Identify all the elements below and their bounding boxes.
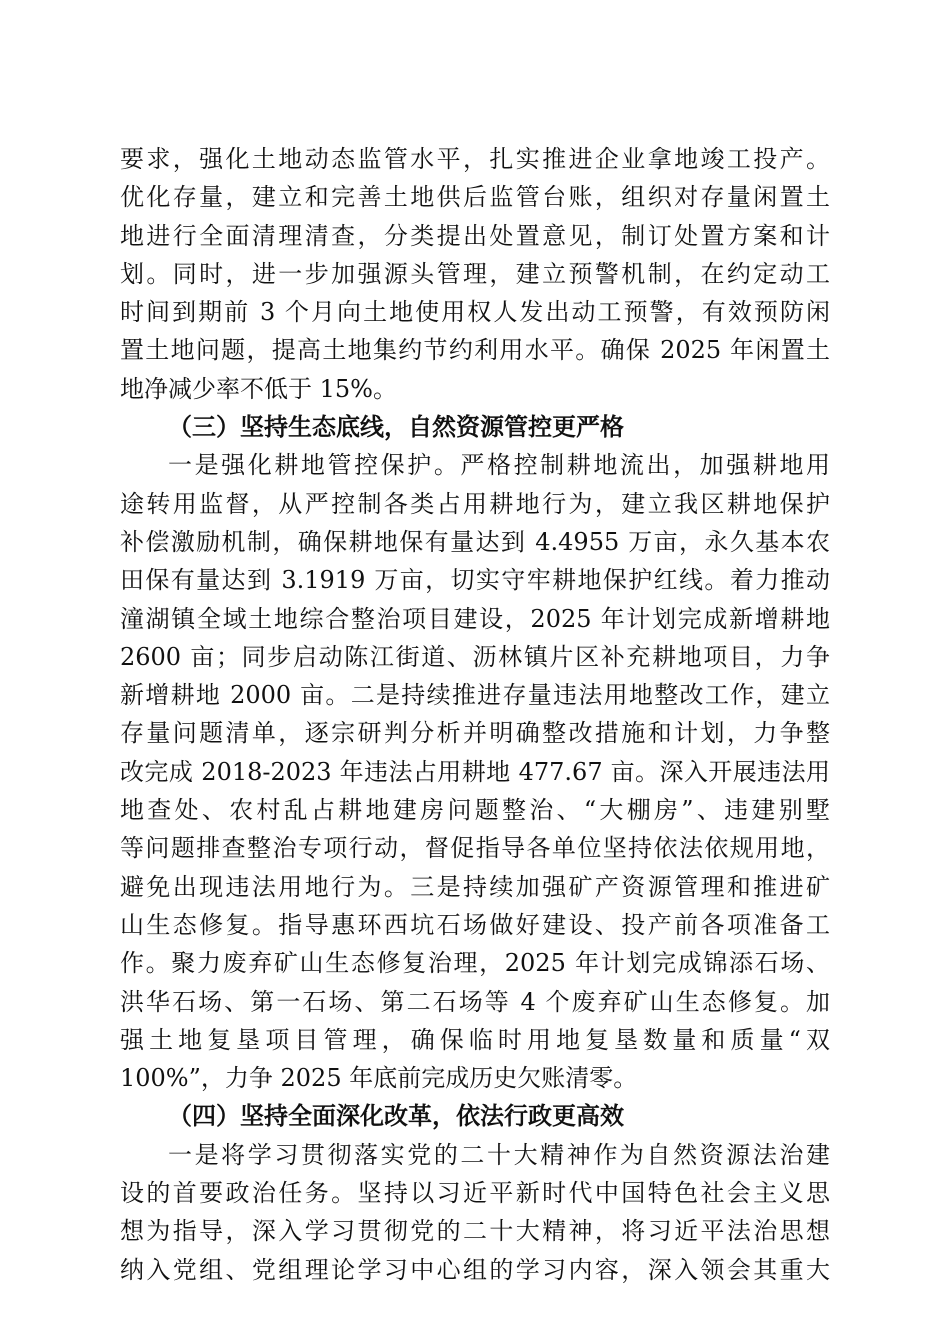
- paragraph-line: 要求，强化土地动态监管水平，扎实推进企业拿地竣工投产。: [120, 145, 830, 173]
- paragraph-line: 潼湖镇全域土地综合整治项目建设，2025 年计划完成新增耕地: [120, 604, 830, 633]
- paragraph-line: 时间到期前 3 个月向土地使用权人发出动工预警，有效预防闲: [120, 298, 830, 327]
- paragraph-line: 2600 亩；同步启动陈江街道、沥林镇片区补充耕地项目，力争: [120, 642, 830, 671]
- paragraph-line: 地查处、农村乱占耕地建房问题整治、“大棚房”、违建别墅: [120, 796, 830, 825]
- paragraph-line: 想为指导，深入学习贯彻党的二十大精神，将习近平法治思想: [120, 1217, 830, 1246]
- paragraph-last-line: 地净减少率不低于 15%。: [120, 374, 397, 403]
- paragraph-first-line: 一是强化耕地管控保护。严格控制耕地流出，加强耕地用: [168, 451, 830, 480]
- paragraph-line: 等问题排查整治专项行动，督促指导各单位坚持依法依规用地，: [120, 834, 830, 863]
- paragraph-line: 纳入党组、党组理论学习中心组的学习内容，深入领会其重大: [120, 1255, 830, 1284]
- paragraph-line: 存量问题清单，逐宗研判分析并明确整改措施和计划，力争整: [120, 719, 830, 748]
- section-heading: （三）坚持生态底线，自然资源管控更严格: [168, 412, 624, 442]
- paragraph-line: 途转用监督，从严控制各类占用耕地行为，建立我区耕地保护: [120, 489, 830, 518]
- paragraph-line: 山生态修复。指导惠环西坑石场做好建设、投产前各项准备工: [120, 910, 830, 939]
- paragraph-line: 设的首要政治任务。坚持以习近平新时代中国特色社会主义思: [120, 1179, 830, 1208]
- paragraph-line: 划。同时，进一步加强源头管理，建立预警机制，在约定动工: [120, 259, 830, 288]
- paragraph-line: 改完成 2018-2023 年违法占用耕地 477.67 亩。深入开展违法用: [120, 757, 830, 786]
- paragraph-line: 新增耕地 2000 亩。二是持续推进存量违法用地整改工作，建立: [120, 681, 830, 710]
- paragraph-first-line: 一是将学习贯彻落实党的二十大精神作为自然资源法治建: [168, 1140, 830, 1169]
- section-heading: （四）坚持全面深化改革，依法行政更高效: [168, 1101, 624, 1131]
- paragraph-last-line: 100%”，力争 2025 年底前完成历史欠账清零。: [120, 1064, 638, 1093]
- document-body: [120, 140, 830, 1289]
- paragraph-line: 洪华石场、第一石场、第二石场等 4 个废弃矿山生态修复。加: [120, 987, 830, 1016]
- paragraph-line: 补偿激励机制，确保耕地保有量达到 4.4955 万亩，永久基本农: [120, 527, 830, 556]
- paragraph-line: 优化存量，建立和完善土地供后监管台账，组织对存量闲置土: [120, 183, 830, 212]
- paragraph-line: 置土地问题，提高土地集约节约利用水平。确保 2025 年闲置土: [120, 336, 830, 365]
- paragraph-line: 避免出现违法用地行为。三是持续加强矿产资源管理和推进矿: [120, 872, 830, 901]
- paragraph-line: 田保有量达到 3.1919 万亩，切实守牢耕地保护红线。着力推动: [120, 566, 830, 595]
- paragraph-line: 地进行全面清理清查，分类提出处置意见，制订处置方案和计: [120, 221, 830, 250]
- paragraph-line: 强土地复垦项目管理，确保临时用地复垦数量和质量“双: [120, 1025, 830, 1054]
- paragraph-line: 作。聚力废弃矿山生态修复治理，2025 年计划完成锦添石场、: [120, 949, 830, 978]
